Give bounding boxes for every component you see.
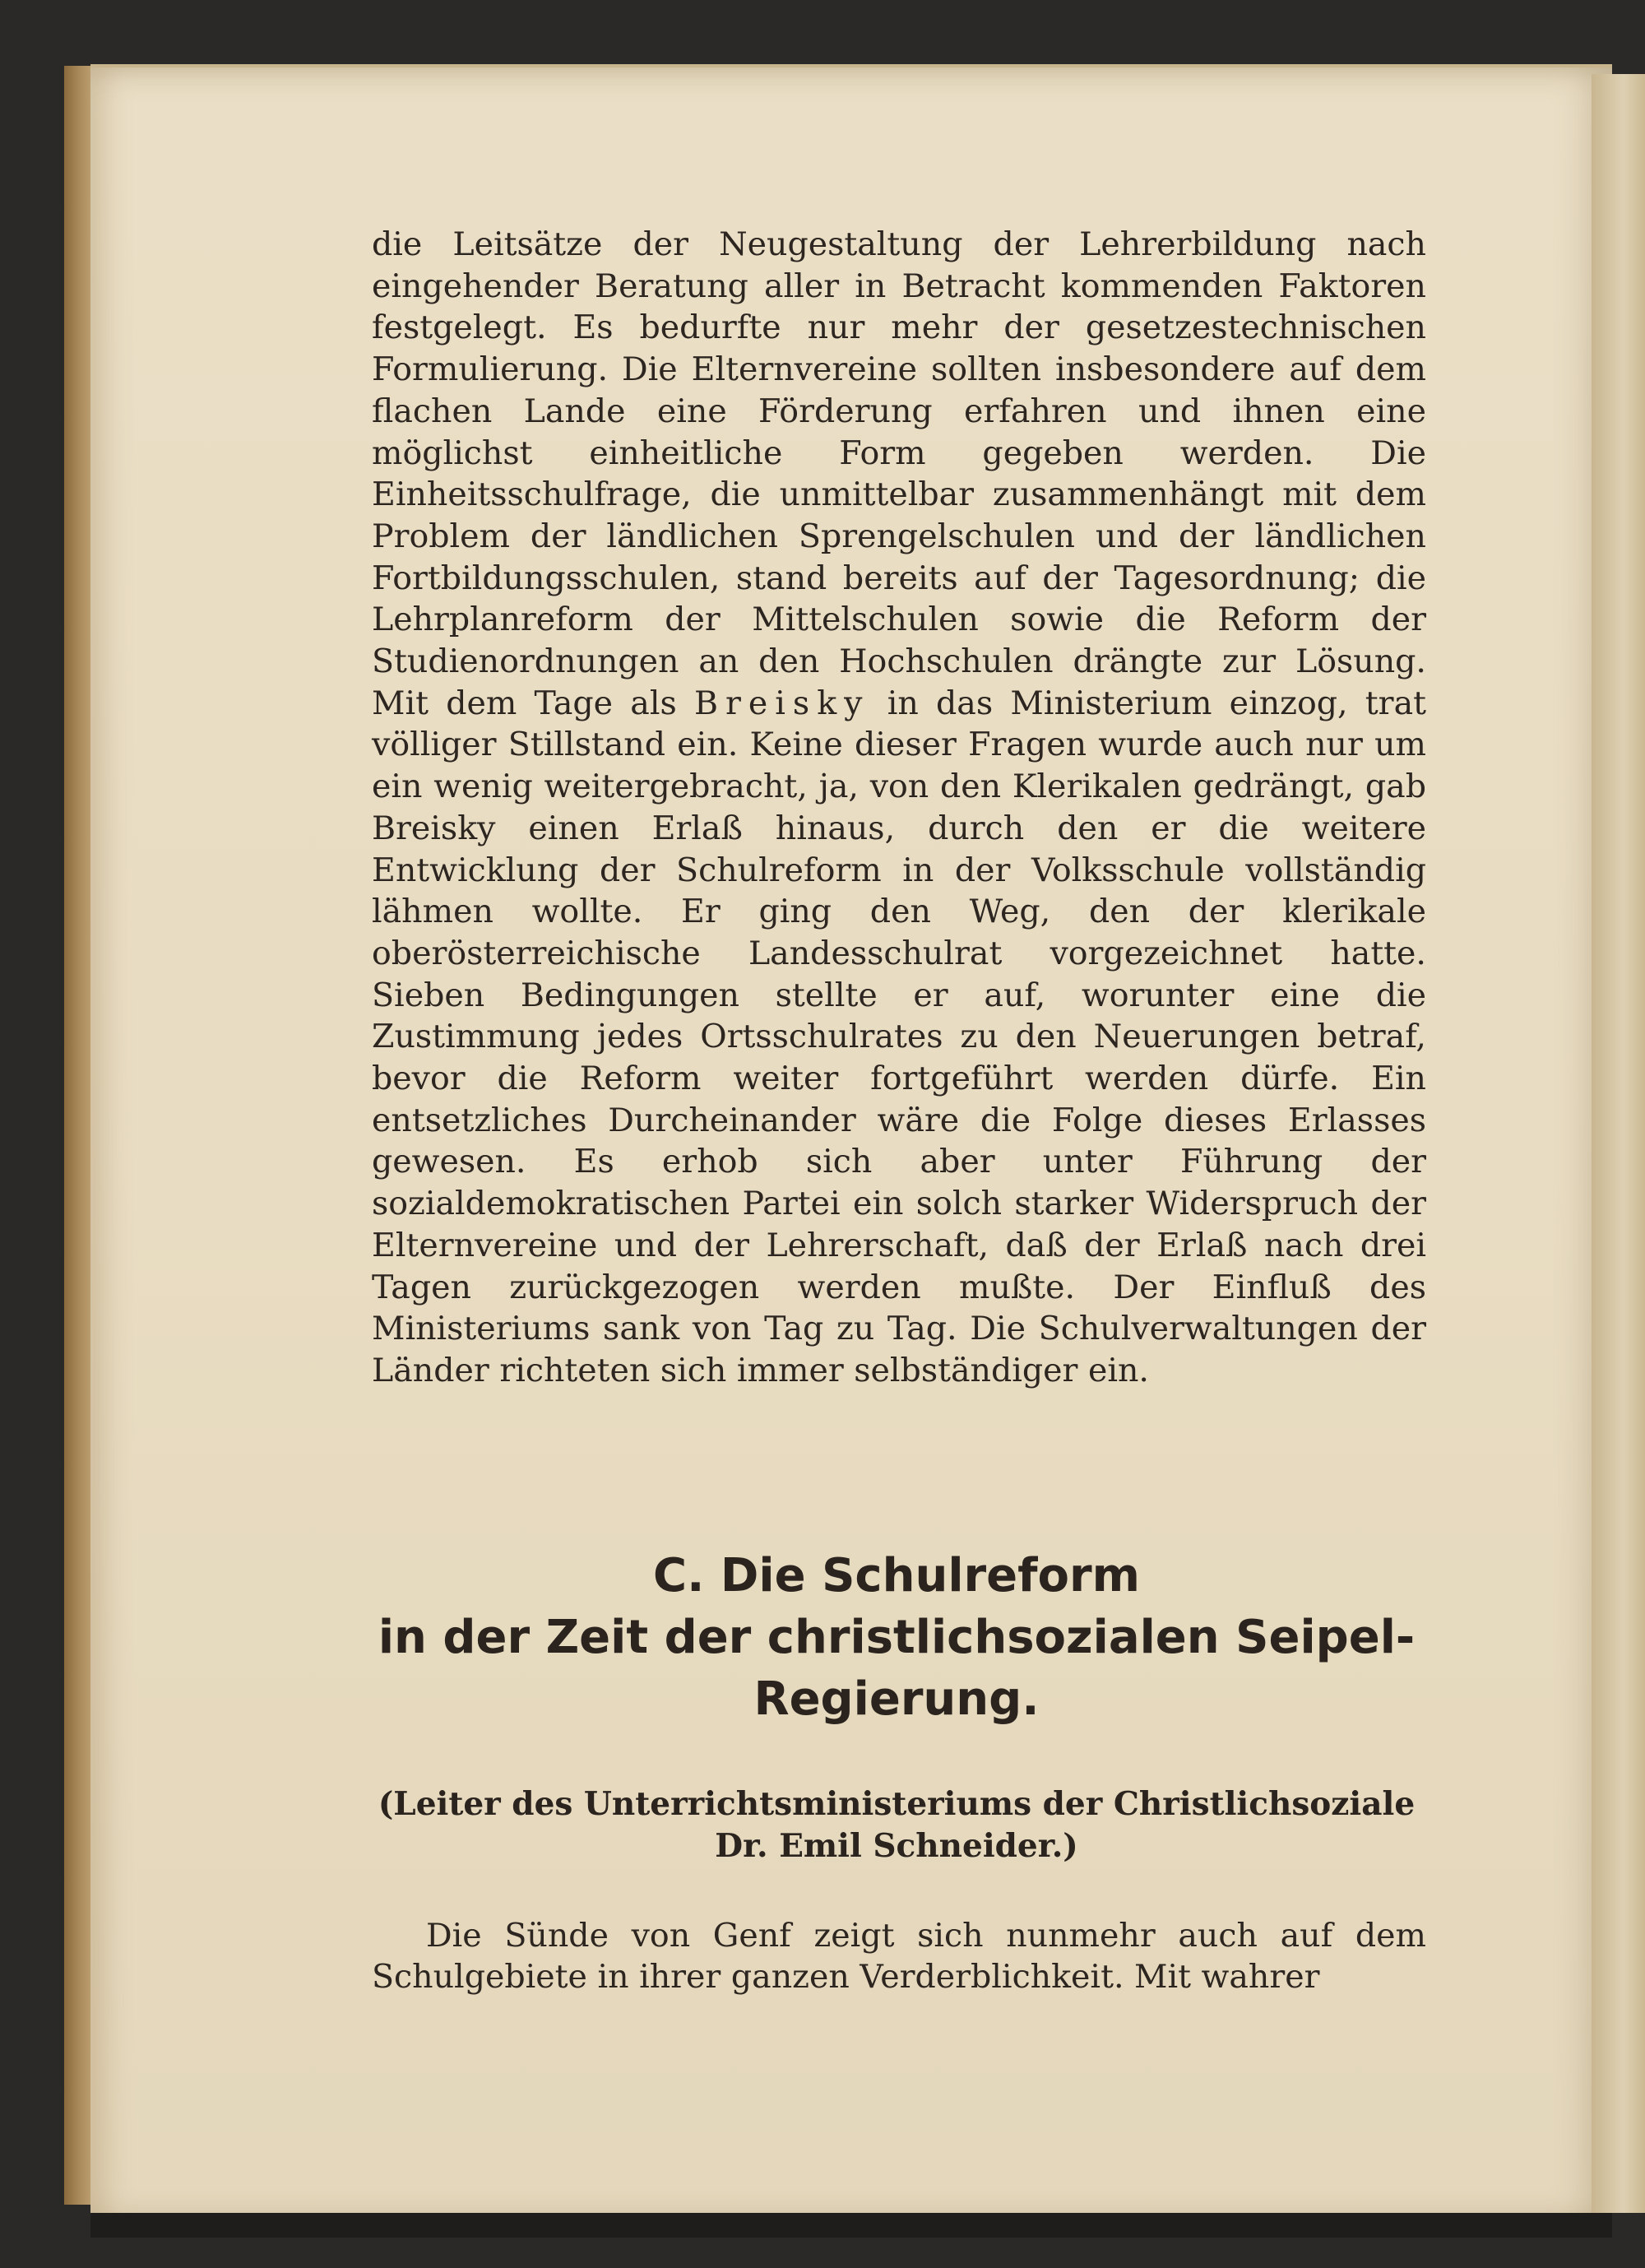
section-heading-line-1: C. Die Schulreform <box>653 1549 1140 1602</box>
section-subheading-line-1: (Leiter des Unterrichtsministeriums der Christlichsoziale <box>378 1785 1416 1823</box>
section-heading <box>362 1545 1431 1730</box>
spaced-name-breisky: Breisky <box>694 684 870 722</box>
paragraph-1-text-end: in das Ministerium einzog, trat völliger Stillstand ein. Keine dieser Fragen wurde auch nur um ein wenig weitergebracht, ja, von den Klerikalen gedrängt, gab Breisky einen Erlaß hinaus, durch den er die weitere Entwicklung der Schulreform in der Volksschule vollständig lähmen wollte. Er ging den Weg, den der klerikale oberösterreichische Landesschulrat vorgezeichnet hatte. Sieben Bedingungen stellte er auf, worunter eine die Zustimmung jedes Ortsschulrates zu den Neuerungen betraf, bevor die Reform weiter fortgeführt werden dürfe. Ein entsetzliches Durcheinander wäre die Folge dieses Erlasses gewesen. Es erhob sich aber unter Führung der sozialdemokratischen Partei ein solch starker Widerspruch der Elternvereine und der Lehrerschaft, daß der Erlaß nach drei Tagen zurückgezogen werden mußte. Der Einfluß des Ministeriums sank von Tag zu Tag. Die Schulverwaltungen der Länder richteten sich immer selbständiger ein. <box>372 684 1426 1389</box>
section-heading-line-3: Regierung. <box>753 1672 1040 1726</box>
paragraph-1-text-start: die Leitsätze der Neugestaltung der Lehrerbildung nach eingehender Beratung aller in Betracht kommenden Faktoren festgelegt. Es bedurfte nur mehr der gesetzestechnischen Formulierung. Die Elternvereine sollten insbesondere auf dem flachen Lande eine Förderung erfahren und ihnen eine möglichst einheitliche Form gegeben werden. Die Einheitsschulfrage, die unmittelbar zusammenhängt mit dem Problem der ländlichen Sprengelschulen und der ländlichen Fortbildungsschulen, stand bereits auf der Tagesordnung; die Lehrplanreform der Mittelschulen sowie die Reform der Studienordnungen an den Hochschulen drängte zur Lösung. Mit dem Tage als <box>372 225 1426 722</box>
body-paragraph-1 <box>372 224 1426 1392</box>
section-heading-line-2: in der Zeit der christlichsozialen Seipel- <box>378 1611 1416 1664</box>
section-subheading-line-2: Dr. Emil Schneider.) <box>715 1827 1078 1865</box>
bottom-shadow <box>90 2213 1612 2238</box>
body-paragraph-2: Die Sünde von Genf zeigt sich nunmehr auch auf dem Schulgebiete in ihrer ganzen Verderblichkeit. Mit wahrer <box>372 1917 1426 1996</box>
facing-page-edge <box>1592 74 1645 2213</box>
section-subheading <box>362 1783 1431 1867</box>
